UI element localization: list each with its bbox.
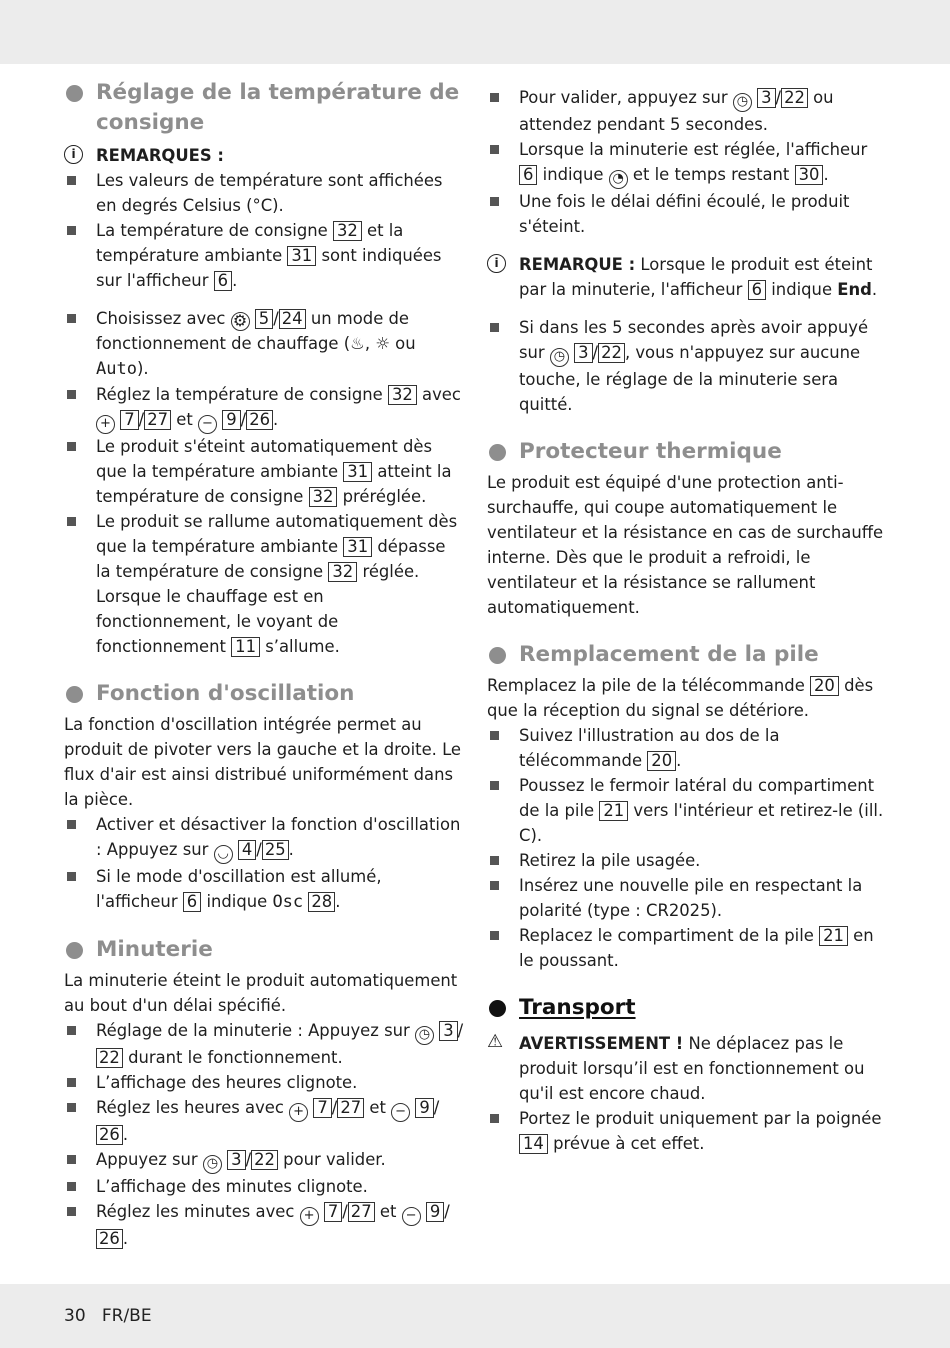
list-item: Le produit se rallume automatiquement dès que la température ambiante 31 dépasse la température de consigne 32 réglée. Lorsque le chauffage est en fonctionnement, le voyant de fonctionnement 11 s’allume. [64, 509, 464, 659]
oscillation-list [64, 812, 464, 915]
page-footer [64, 1306, 152, 1326]
warning-icon: ⚠ [487, 1031, 504, 1052]
protecteur-paragraph: Le produit est équipé d'une protection anti-surchauffe, qui coupe automatiquement le ventilateur et la résistance en cas de surchauffe interne. Dès que le produit a refroidi, le ventilateur et la résistance se rallument automatiquement. [487, 473, 884, 617]
timer-icon: ◷ [733, 93, 752, 112]
header-band [0, 0, 950, 64]
pile-list [487, 723, 887, 973]
list-item: Retirez la pile usagée. [487, 848, 887, 873]
timer-icon: ◷ [550, 348, 569, 367]
list-item: Le produit s'éteint automatiquement dès que la température ambiante 31 atteint la température de consigne 32 préréglée. [64, 434, 464, 509]
list-item: Pour valider, appuyez sur ◷ 3 / 22 ou attendez pendant 5 secondes. [487, 85, 887, 137]
mode-icon: ⚙ [231, 312, 250, 331]
list-item: Réglez la température de consigne 32 avec + 7 / 27 et − 9 / 26 . [64, 382, 464, 434]
list-item: Une fois le délai défini écoulé, le produit s'éteint. [487, 189, 887, 239]
section-title-oscillation: Fonction d'oscillation [64, 679, 464, 709]
transport-list [487, 1106, 887, 1156]
note-remarque: i REMARQUE : Lorsque le produit est éteint par la minuterie, l'afficheur 6 indique End. [487, 252, 887, 302]
list-item: Les valeurs de température sont affichées en degrés Celsius (°C). [64, 168, 464, 218]
info-icon: i [487, 254, 506, 273]
list-item: Lorsque la minuterie est réglée, l'afficheur 6 indique ◔ et le temps restant 30 . [487, 137, 887, 189]
left-column [64, 78, 464, 1251]
list-item: Réglez les minutes avec + 7 / 27 et − 9 / 26 . [64, 1199, 464, 1251]
info-icon: i [64, 145, 83, 164]
minuterie-list [64, 1018, 464, 1251]
oscillation-icon: ◡ [214, 845, 233, 864]
page-number: 30 [64, 1306, 86, 1326]
section-title-temperature: Réglage de la température de consigne [64, 78, 464, 138]
list-item: Replacez le compartiment de la pile 21 en le poussant. [487, 923, 887, 973]
list-item: Réglez les heures avec + 7 / 27 et − 9 / 26 . [64, 1095, 464, 1147]
heat-low-icon: ♨ [350, 334, 365, 353]
plus-icon: + [289, 1103, 308, 1122]
list-item: Appuyez sur ◷ 3 / 22 pour valider. [64, 1147, 464, 1174]
warning-note: ⚠ AVERTISSEMENT ! Ne déplacez pas le produit lorsqu’il est en fonctionnement ou qu'il est encore chaud. [487, 1031, 865, 1103]
timer-exit-list [487, 315, 887, 417]
timer-continue-list [487, 85, 887, 239]
temperature-notes-list [64, 168, 464, 293]
list-item: Suivez l'illustration au dos de la télécommande 20 . [487, 723, 887, 773]
list-item: Poussez le fermoir latéral du compartiment de la pile 21 vers l'intérieur et retirez-le (ill. C). [487, 773, 887, 848]
list-item: Si dans les 5 secondes après avoir appuyé sur ◷ 3 / 22 , vous n'appuyez sur aucune touche, le réglage de la minuterie sera quitté. [487, 315, 887, 417]
list-item: Portez le produit uniquement par la poignée 14 prévue à cet effet. [487, 1106, 887, 1156]
pile-paragraph: Remplacez la pile de la télécommande 20 dès que la réception du signal se détériore. [487, 676, 874, 720]
timer-icon: ◷ [415, 1026, 434, 1045]
minus-icon: − [402, 1207, 421, 1226]
timer-icon: ◷ [203, 1155, 222, 1174]
language-code: FR/BE [101, 1306, 152, 1326]
list-item: Si le mode d'oscillation est allumé, l'afficheur 6 indique Osc 28 . [64, 864, 464, 915]
oscillation-paragraph: La fonction d'oscillation intégrée permet au produit de pivoter vers la gauche et la droite. Le flux d'air est ainsi distribué uniformément dans la pièce. [64, 715, 462, 809]
right-column [487, 85, 887, 1156]
plus-icon: + [300, 1207, 319, 1226]
plus-icon: + [96, 415, 115, 434]
section-title-protecteur: Protecteur thermique [487, 437, 887, 467]
minuterie-paragraph: La minuterie éteint le produit automatiquement au bout d'un délai spécifié. [64, 971, 458, 1015]
list-item: La température de consigne 32 et la température ambiante 31 sont indiquées sur l'afficheur 6 . [64, 218, 464, 293]
list-item: Insérez une nouvelle pile en respectant la polarité (type : CR2025). [487, 873, 887, 923]
minus-icon: − [198, 415, 217, 434]
minus-icon: − [391, 1103, 410, 1122]
list-item: L’affichage des minutes clignote. [64, 1174, 464, 1199]
list-item: Choisissez avec ⚙ 5 / 24 un mode de fonctionnement de chauffage (♨, ☼ ou Auto). [64, 306, 464, 382]
section-title-pile: Remplacement de la pile [487, 640, 887, 670]
list-item: Activer et désactiver la fonction d'oscillation : Appuyez sur ◡ 4 / 25 . [64, 812, 464, 864]
temperature-steps-list [64, 306, 464, 659]
heat-high-icon: ☼ [375, 334, 390, 353]
section-title-transport: Transport [487, 993, 887, 1023]
section-title-minuterie: Minuterie [64, 935, 464, 965]
clock-icon: ◔ [609, 170, 628, 189]
list-item: L’affichage des heures clignote. [64, 1070, 464, 1095]
note-remarques: i REMARQUES : [64, 143, 464, 168]
list-item: Réglage de la minuterie : Appuyez sur ◷ 3 / 22 durant le fonctionnement. [64, 1018, 464, 1070]
